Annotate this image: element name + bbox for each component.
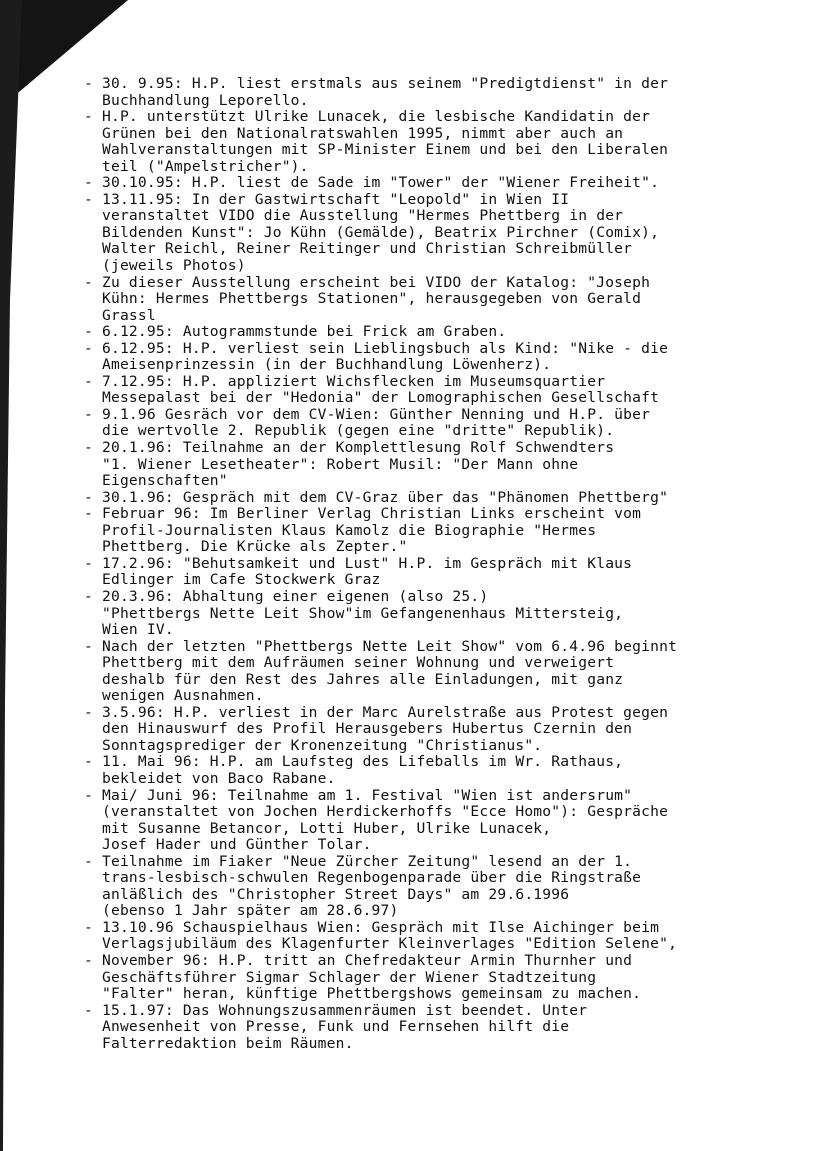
chronology-entry — [84, 1003, 824, 1053]
chronology-entry — [84, 175, 824, 192]
chronology-entry — [84, 192, 824, 275]
entry-line: wenigen Ausnahmen. — [84, 687, 264, 705]
entry-line: - 17.2.96: "Behutsamkeit und Lust" H.P. im Gespräch mit Klaus — [84, 554, 633, 572]
entry-line: Wien IV. — [84, 621, 174, 639]
entry-line: mit Susanne Betancor, Lotti Huber, Ulrike Lunacek, — [84, 819, 552, 837]
entry-line: Grünen bei den Nationalratswahlen 1995, nimmt aber auch an — [84, 124, 624, 142]
entry-line: Bildenden Kunst": Jo Kühn (Gemälde), Beatrix Pirchner (Comix), — [84, 223, 660, 241]
entry-line: Falterredaktion beim Räumen. — [84, 1034, 354, 1052]
entry-line: - Mai/ Juni 96: Teilnahme am 1. Festival "Wien ist andersrum" — [84, 786, 633, 804]
entry-line: den Hinauswurf des Profil Herausgebers Hubertus Czernin den — [84, 720, 633, 738]
chronology-entry — [84, 324, 824, 341]
chronology-entry — [84, 754, 824, 787]
entry-line: - Zu dieser Ausstellung erscheint bei VIDO der Katalog: "Joseph — [84, 273, 651, 291]
entry-line: - Februar 96: Im Berliner Verlag Christian Links erscheint vom — [84, 505, 642, 523]
entry-line: Walter Reichl, Reiner Reitinger und Christian Schreibmüller — [84, 240, 633, 258]
entry-line: Phettberg mit dem Aufräumen seiner Wohnung und verweigert — [84, 654, 615, 672]
entry-line: - 20.1.96: Teilnahme an der Komplettlesung Rolf Schwendters — [84, 439, 615, 457]
entry-line: veranstaltet VIDO die Ausstellung "Hermes Phettberg in der — [84, 207, 624, 225]
entry-line: "Phettbergs Nette Leit Show"im Gefangenenhaus Mittersteig, — [84, 604, 624, 622]
entry-line: Josef Hader und Günther Tolar. — [84, 836, 372, 854]
entry-line: Verlagsjubiläum des Klagenfurter Kleinverlages "Edition Selene", — [84, 935, 678, 953]
entry-line: anläßlich des "Christopher Street Days" am 29.6.1996 — [84, 885, 570, 903]
entry-line: Kühn: Hermes Phettbergs Stationen", herausgegeben von Gerald — [84, 290, 642, 308]
chronology-entry — [84, 374, 824, 407]
chronology-entry — [84, 953, 824, 1003]
chronology-entry — [84, 407, 824, 440]
entry-line: - 11. Mai 96: H.P. am Laufsteg des Lifeballs im Wr. Rathaus, — [84, 753, 624, 771]
entry-line: - 6.12.95: H.P. verliest sein Lieblingsbuch als Kind: "Nike - die — [84, 339, 669, 357]
chronology-entry — [84, 506, 824, 556]
entry-line: (ebenso 1 Jahr später am 28.6.97) — [84, 902, 399, 920]
entry-line: - 15.1.97: Das Wohnungszusammenräumen ist beendet. Unter — [84, 1001, 588, 1019]
chronology-entry — [84, 705, 824, 755]
chronology-text — [84, 76, 824, 1052]
entry-line: Profil-Journalisten Klaus Kamolz die Biographie "Hermes — [84, 521, 597, 539]
entry-line: - 30. 9.95: H.P. liest erstmals aus seinem "Predigtdienst" in der — [84, 75, 669, 92]
entry-line: die wertvolle 2. Republik (gegen eine "dritte" Republik). — [84, 422, 615, 440]
chronology-entry — [84, 854, 824, 920]
entry-line: - November 96: H.P. tritt an Chefredakteur Armin Thurnher und — [84, 951, 633, 969]
chronology-entry — [84, 76, 824, 109]
entry-line: Wahlveranstaltungen mit SP-Minister Einem und bei den Liberalen — [84, 141, 669, 159]
entry-line: - 30.1.96: Gespräch mit dem CV-Graz über das "Phänomen Phettberg" — [84, 488, 669, 506]
scan-shadow-edge — [0, 0, 24, 1151]
entry-line: (veranstaltet von Jochen Herdickerhoffs "Ecce Homo"): Gespräche — [84, 803, 669, 821]
entry-line: - 3.5.96: H.P. verliest in der Marc Aurelstraße aus Protest gegen — [84, 703, 669, 721]
entry-line: - 30.10.95: H.P. liest de Sade im "Tower" der "Wiener Freiheit". — [84, 174, 660, 192]
entry-line: - 13.10.96 Schauspielhaus Wien: Gespräch mit Ilse Aichinger beim — [84, 918, 660, 936]
chronology-entry — [84, 788, 824, 854]
entry-line: Eigenschaften" — [84, 472, 228, 490]
entry-line: - 7.12.95: H.P. appliziert Wichsflecken im Museumsquartier — [84, 372, 606, 390]
chronology-entry — [84, 341, 824, 374]
entry-line: deshalb für den Rest des Jahres alle Einladungen, mit ganz — [84, 670, 624, 688]
entry-line: Edlinger im Cafe Stockwerk Graz — [84, 571, 381, 589]
entry-line: - Nach der letzten "Phettbergs Nette Leit Show" vom 6.4.96 beginnt — [84, 637, 678, 655]
chronology-entry — [84, 639, 824, 705]
chronology-entry — [84, 920, 824, 953]
chronology-entry — [84, 556, 824, 589]
entry-line: - 13.11.95: In der Gastwirtschaft "Leopold" in Wien II — [84, 190, 570, 208]
chronology-entry — [84, 589, 824, 639]
entry-line: Grassl — [84, 306, 156, 324]
chronology-entry — [84, 275, 824, 325]
entry-line: - 9.1.96 Gesräch vor dem CV-Wien: Günther Nenning und H.P. über — [84, 405, 651, 423]
entry-line: (jeweils Photos) — [84, 257, 246, 275]
entry-line: Ameisenprinzessin (in der Buchhandlung Löwenherz). — [84, 356, 552, 374]
entry-line: - 20.3.96: Abhaltung einer eigenen (also 25.) — [84, 587, 489, 605]
chronology-entry — [84, 440, 824, 490]
entry-line: trans-lesbisch-schwulen Regenbogenparade über die Ringstraße — [84, 869, 642, 887]
entry-line: teil ("Ampelstricher"). — [84, 157, 309, 175]
chronology-entry — [84, 490, 824, 507]
entry-line: "1. Wiener Lesetheater": Robert Musil: "Der Mann ohne — [84, 455, 579, 473]
entry-line: - H.P. unterstützt Ulrike Lunacek, die lesbische Kandidatin der — [84, 108, 651, 126]
entry-line: Phettberg. Die Krücke als Zepter." — [84, 538, 408, 556]
entry-line: Buchhandlung Leporello. — [84, 91, 309, 109]
entry-line: Sonntagsprediger der Kronenzeitung "Christianus". — [84, 736, 543, 754]
chronology-entry — [84, 109, 824, 175]
entry-line: Messepalast bei der "Hedonia" der Lomographischen Gesellschaft — [84, 389, 660, 407]
entry-line: - 6.12.95: Autogrammstunde bei Frick am Graben. — [84, 323, 507, 341]
entry-line: Geschäftsführer Sigmar Schlager der Wiener Stadtzeitung — [84, 968, 597, 986]
entry-line: "Falter" heran, künftige Phettbergshows gemeinsam zu machen. — [84, 985, 642, 1003]
entry-line: - Teilnahme im Fiaker "Neue Zürcher Zeitung" lesend an der 1. — [84, 852, 633, 870]
entry-line: bekleidet von Baco Rabane. — [84, 769, 336, 787]
entry-line: Anwesenheit von Presse, Funk und Fernsehen hilft die — [84, 1018, 570, 1036]
